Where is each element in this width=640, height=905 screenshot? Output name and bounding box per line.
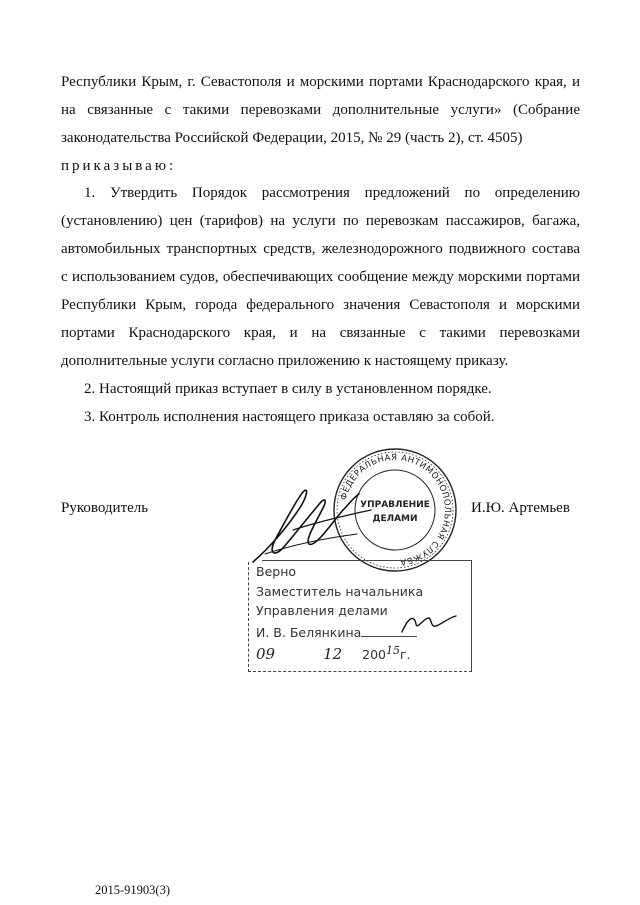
cert-department: Управления делами <box>256 603 388 618</box>
item3-text: 3. Контроль исполнения настоящего приказа оставляю за собой. <box>84 409 495 425</box>
item1-line-5: Республики Крым, города федерального значения Севастополя и морскими <box>61 297 580 313</box>
item1-line-1: 1. Утвердить Порядок рассмотрения предложений по определению <box>84 185 580 201</box>
cert-position: Заместитель начальника <box>256 584 424 599</box>
cert-border-right <box>471 560 472 672</box>
item1-line-2: (установлению) цен (тарифов) на услуги по перевозкам пассажиров, багажа, <box>61 213 580 229</box>
signer-title: Руководитель <box>61 500 149 516</box>
cert-month: 12 <box>323 645 343 664</box>
cert-day: 09 <box>256 645 276 664</box>
certification-stamp <box>248 560 472 672</box>
cert-name: И. В. Белянкина <box>256 625 362 640</box>
item1-line-7: дополнительные услуги согласно приложению к настоящему приказу. <box>61 353 509 369</box>
cert-border-bottom <box>248 671 472 672</box>
cert-date-line <box>256 644 411 663</box>
document-number: 2015-91903(3) <box>95 883 170 897</box>
seal-center-line-1: УПРАВЛЕНИЕ <box>360 500 430 510</box>
cert-name-line <box>256 625 417 640</box>
order-word: приказываю: <box>61 158 177 174</box>
cert-border-left <box>248 562 249 672</box>
cert-year-unit: г. <box>399 647 411 663</box>
seal-ring-text: ФЕДЕРАЛЬНАЯ АНТИМОНОПОЛЬНАЯ СЛУЖБА <box>338 452 453 567</box>
item1-line-3: автомобильных транспортных средств, железнодорожного подвижного состава <box>61 241 580 257</box>
intro-line-1: Республики Крым, г. Севастополя и морскими портами Краснодарского края, и <box>61 74 580 90</box>
intro-line-2: на связанные с такими перевозками дополнительные услуги» (Собрание <box>61 102 580 118</box>
cert-verno: Верно <box>256 564 297 579</box>
cert-year-suffix: 15 <box>385 644 400 657</box>
item2-text: 2. Настоящий приказ вступает в силу в установленном порядке. <box>84 381 492 397</box>
signer-name: И.Ю. Артемьев <box>471 500 570 516</box>
item1-line-4: с использованием судов, обеспечивающих сообщение между морскими портами <box>61 269 580 285</box>
seal-center-line-2: ДЕЛАМИ <box>372 514 418 524</box>
cert-signature <box>398 610 458 638</box>
item1-line-6: портами Краснодарского края, и на связанные с такими перевозками <box>61 325 580 341</box>
cert-border-top <box>262 560 472 561</box>
cert-year-prefix: 200 <box>362 647 386 663</box>
intro-line-3: законодательства Российской Федерации, 2015, № 29 (часть 2), ст. 4505) <box>61 130 523 146</box>
